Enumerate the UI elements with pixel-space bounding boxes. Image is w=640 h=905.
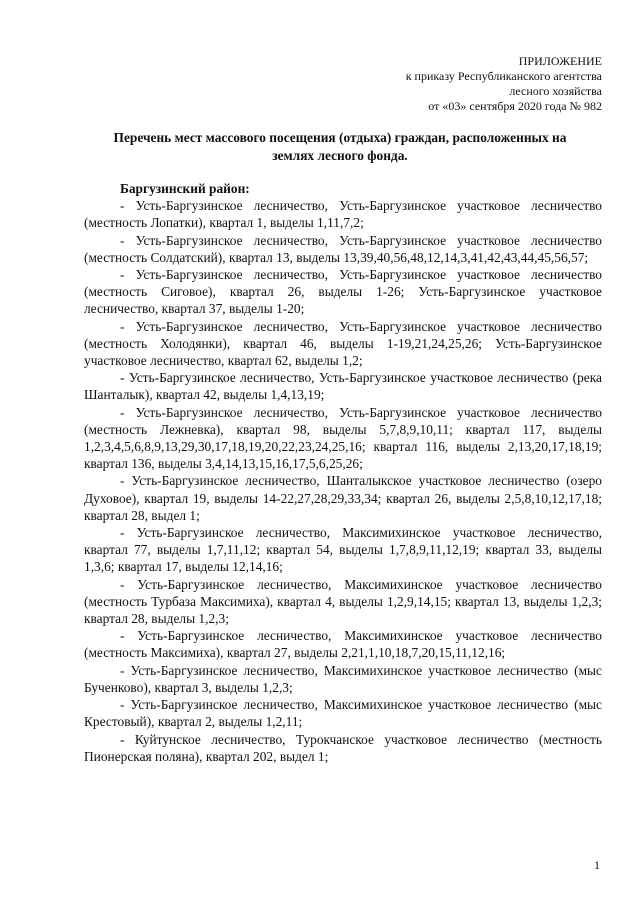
list-item: - Усть-Баргузинское лесничество, Максимихинское участковое лесничество (мыс Бученково), квартал 3, выделы 1,2,3;: [84, 662, 602, 695]
list-item: - Усть-Баргузинское лесничество, Усть-Баргузинское участковое лесничество (река Шанталык), квартал 42, выделы 1,4,13,19;: [84, 370, 602, 403]
title-line-1: Перечень мест массового посещения (отдыха) граждан, расположенных на: [113, 130, 567, 145]
list-item: - Усть-Баргузинское лесничество, Максимихинское участковое лесничество, квартал 77, выделы 1,7,11,12; квартал 54, выделы 1,7,8,9,11,12,19; квартал 33, выделы 1,3,6; квартал 17, выделы 12,14,16;: [84, 525, 602, 575]
list-item: - Куйтунское лесничество, Турокчанское участковое лесничество (местность Пионерская поляна), квартал 202, выдел 1;: [84, 731, 602, 764]
list-item: - Усть-Баргузинское лесничество, Усть-Баргузинское участковое лесничество (местность Лопатки), квартал 1, выделы 1,11,7,2;: [84, 198, 602, 231]
list-item: - Усть-Баргузинское лесничество, Усть-Баргузинское участковое лесничество (местность Холодянки), квартал 46, выделы 1-19,21,24,25,26; Усть-Баргузинское участковое лесничество, квартал 62, выделы 1,2;: [84, 318, 602, 369]
list-item: - Усть-Баргузинское лесничество, Усть-Баргузинское участковое лесничество (местность Солдатский), квартал 13, выделы 13,39,40,56,48,12,14,3,41,42,43,44,45,56,57;: [84, 232, 602, 265]
header-line-order: к приказу Республиканского агентства: [405, 69, 602, 83]
list-item: - Усть-Баргузинское лесничество, Максимихинское участковое лесничество (местность Турбаза Максимиха), квартал 4, выделы 1,2,9,14,15; квартал 13, выделы 1,2,3; квартал 28, выделы 1,2,3;: [84, 576, 602, 627]
page-number: 1: [594, 858, 600, 872]
list-item: - Усть-Баргузинское лесничество, Шанталыкское участковое лесничество (озеро Духовое), квартал 19, выделы 14-22,27,28,29,33,34; квартал 26, выделы 2,5,8,10,12,17,18; квартал 28, выдел 1;: [84, 473, 602, 523]
list-item: - Усть-Баргузинское лесничество, Усть-Баргузинское участковое лесничество (местность Лежневка), квартал 98, выделы 5,7,8,9,10,11; квартал 117, выделы 1,2,3,4,5,6,8,9,13,29,30,17,18,19,20,22,23,24,25,16; квартал 116, выделы 2,13,20,17,18,19; квартал 136, выделы 3,4,14,13,15,16,17,5,6,25,26;: [84, 404, 602, 472]
list-item: - Усть-Баргузинское лесничество, Максимихинское участковое лесничество (мыс Крестовый), квартал 2, выделы 1,2,11;: [84, 697, 602, 730]
appendix-header: [406, 54, 602, 114]
district-heading: Баргузинский район:: [120, 181, 250, 196]
header-line-appendix: ПРИЛОЖЕНИЕ: [518, 54, 602, 68]
document-body: [84, 180, 602, 765]
document-title: [60, 129, 620, 165]
title-line-2: землях лесного фонда.: [272, 148, 408, 163]
list-item: - Усть-Баргузинское лесничество, Максимихинское участковое лесничество (местность Максимиха), квартал 27, выделы 2,21,1,10,18,7,20,15,11,12,16;: [84, 628, 602, 661]
list-item: - Усть-Баргузинское лесничество, Усть-Баргузинское участковое лесничество (местность Сиговое), квартал 26, выделы 1-26; Усть-Баргузинское участковое лесничество, квартал 37, выделы 1-20;: [84, 267, 602, 317]
header-line-date: от «03» сентября 2020 года № 982: [428, 99, 602, 113]
header-line-agency: лесного хозяйства: [509, 84, 602, 98]
